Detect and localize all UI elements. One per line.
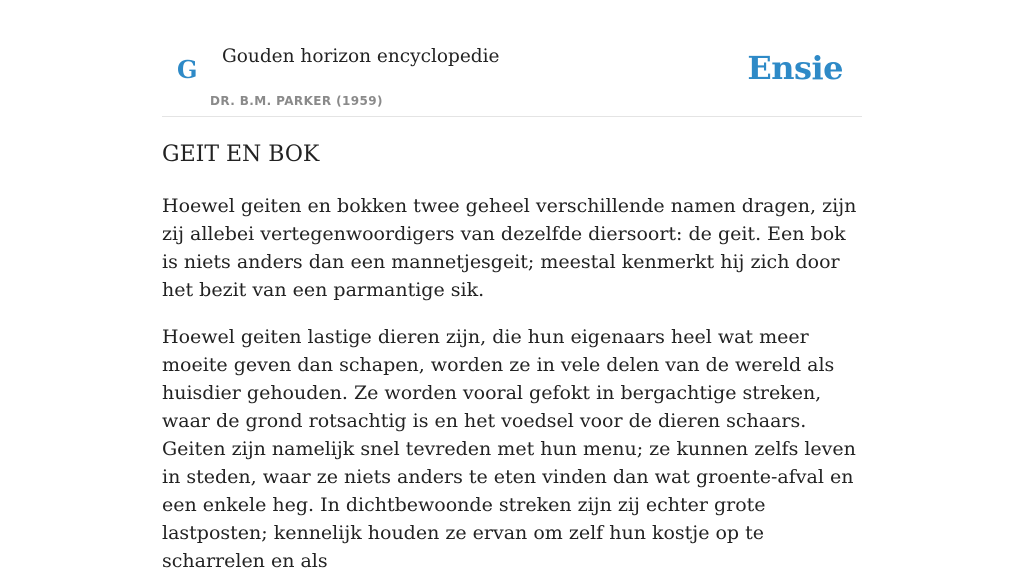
article-paragraph: Hoewel geiten lastige dieren zijn, die hun eigenaars heel wat meer moeite geven dan schapen, worden ze in vele delen van de wereld als huisdier gehouden. Ze worden vooral gefokt in bergachtige streken, waar de grond rotsachtig is en het voedsel voor de dieren schaars. Geiten zijn namelijk snel tevreden met hun menu; ze kunnen zelfs leven in steden, waar ze niets anders te eten vinden dan wat groente-afval en een enkele heg. In dichtbewoonde streken zijn zij echter grote lastposten; kennelijk houden ze ervan om zelf hun kostje op te scharrelen en als (162, 326, 856, 572)
brand-logo-link[interactable]: Ensie (747, 49, 843, 87)
article-title: GEIT EN BOK (162, 142, 320, 167)
article (162, 139, 862, 575)
article-paragraph: Hoewel geiten en bokken twee geheel verschillende namen dragen, zijn zij allebei vertegenwoordigers van dezelfde diersoort: de geit. Een bok is niets anders dan een mannetjesgeit; meestal kenmerkt hij zich door het bezit van een parmantige sik. (162, 195, 857, 301)
header (162, 0, 862, 117)
book-title-link[interactable]: Gouden horizon encyclopedie (222, 46, 500, 67)
author-label: DR. B.M. PARKER (1959) (210, 94, 383, 108)
book-logo[interactable]: G (177, 55, 198, 84)
